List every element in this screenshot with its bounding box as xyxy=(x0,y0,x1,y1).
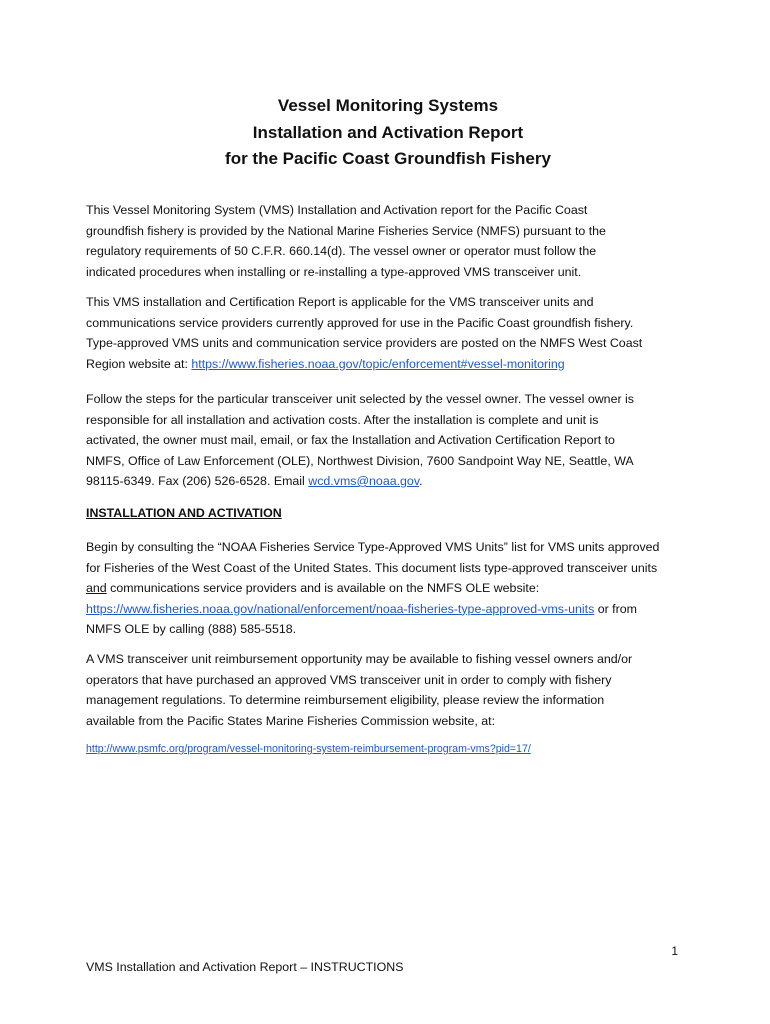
psmfc-link-paragraph xyxy=(86,739,690,760)
reimbursement-line-1: A VMS transceiver unit reimbursement opportunity may be available to fishing vessel owners and/or xyxy=(86,652,633,666)
consult-line-3-rest: communications service providers and is available on the NMFS OLE website: xyxy=(106,581,540,595)
reimbursement-paragraph xyxy=(86,649,690,731)
intro-line-2: groundfish fishery is provided by the National Marine Fisheries Service (NMFS) pursuant to the xyxy=(86,223,606,238)
intro-line-1: This Vessel Monitoring System (VMS) Installation and Activation report for the Pacific Coast xyxy=(86,203,588,217)
consult-line-2: for Fisheries of the West Coast of the United States. This document lists type-approved transceiver units xyxy=(86,560,658,575)
reimbursement-line-3: management regulations. To determine reimbursement eligibility, please review the information xyxy=(86,693,605,707)
reimbursement-line-4: available from the Pacific States Marine Fisheries Commission website, at: xyxy=(86,713,496,728)
page-footer: VMS Installation and Activation Report – INSTRUCTIONS xyxy=(86,960,404,974)
consult-paragraph xyxy=(86,537,690,640)
website-prefix: Region website at: xyxy=(86,356,192,371)
psmfc-reimbursement-link[interactable]: http://www.psmfc.org/program/vessel-monitoring-system-reimbursement-program-vms?pid=17/ xyxy=(86,743,531,755)
applicability-line-3: Type-approved VMS units and communication service providers are posted on the NMFS West Coast xyxy=(86,336,643,350)
email-link[interactable]: wcd.vms@noaa.gov xyxy=(308,474,420,488)
title-line-1: Vessel Monitoring Systems xyxy=(277,96,499,115)
title-line-3: for the Pacific Coast Groundfish Fishery xyxy=(225,149,551,169)
applicability-line-2: communications service providers currently approved for use in the Pacific Coast groundfish fishery. xyxy=(86,315,634,330)
title-line-2: Installation and Activation Report xyxy=(252,122,524,142)
steps-paragraph xyxy=(86,389,690,492)
consult-line-5: NMFS OLE by calling (888) 585-5518. xyxy=(86,622,297,636)
applicability-paragraph xyxy=(86,292,690,374)
steps-line-4: NMFS, Office of Law Enforcement (OLE), Northwest Division, 7600 Sandpoint Way NE, Seattle, WA xyxy=(86,453,634,468)
underlined-and: and xyxy=(86,581,107,595)
west-coast-vms-link[interactable]: https://www.fisheries.noaa.gov/topic/enforcement#vessel-monitoring xyxy=(191,356,565,371)
document-title xyxy=(86,93,690,173)
page-number: 1 xyxy=(671,944,678,958)
steps-line-1: Follow the steps for the particular transceiver unit selected by the vessel owner. The vessel owner is xyxy=(86,392,634,406)
steps-line-5 xyxy=(86,471,690,492)
section-heading: INSTALLATION AND ACTIVATION xyxy=(86,506,282,520)
consult-line-4 xyxy=(86,599,690,620)
reimbursement-line-2: operators that have purchased an approved VMS transceiver unit in order to comply with fishery xyxy=(86,672,612,687)
intro-line-4: indicated procedures when installing or re-installing a type-approved VMS transceiver unit. xyxy=(86,264,582,279)
steps-line-3: activated, the owner must mail, email, or fax the Installation and Activation Certification Report to xyxy=(86,433,615,447)
type-approved-units-link[interactable]: https://www.fisheries.noaa.gov/national/enforcement/noaa-fisheries-type-approved-vms-units xyxy=(86,601,595,616)
consult-line-4-suffix: or from xyxy=(594,601,637,616)
steps-line-2: responsible for all installation and activation costs. After the installation is complete and unit is xyxy=(86,412,599,427)
consult-line-3 xyxy=(86,578,690,599)
contact-suffix: . xyxy=(419,474,423,488)
intro-paragraph xyxy=(86,200,690,282)
consult-line-1: Begin by consulting the “NOAA Fisheries Service Type-Approved VMS Units” list for VMS units approved xyxy=(86,540,660,554)
intro-line-3: regulatory requirements of 50 C.F.R. 660.14(d). The vessel owner or operator must follow the xyxy=(86,244,597,258)
contact-prefix: 98115-6349. Fax (206) 526-6528. Email xyxy=(86,474,309,488)
applicability-line-4 xyxy=(86,354,690,375)
applicability-line-1: This VMS installation and Certification Report is applicable for the VMS transceiver units and xyxy=(86,295,594,309)
